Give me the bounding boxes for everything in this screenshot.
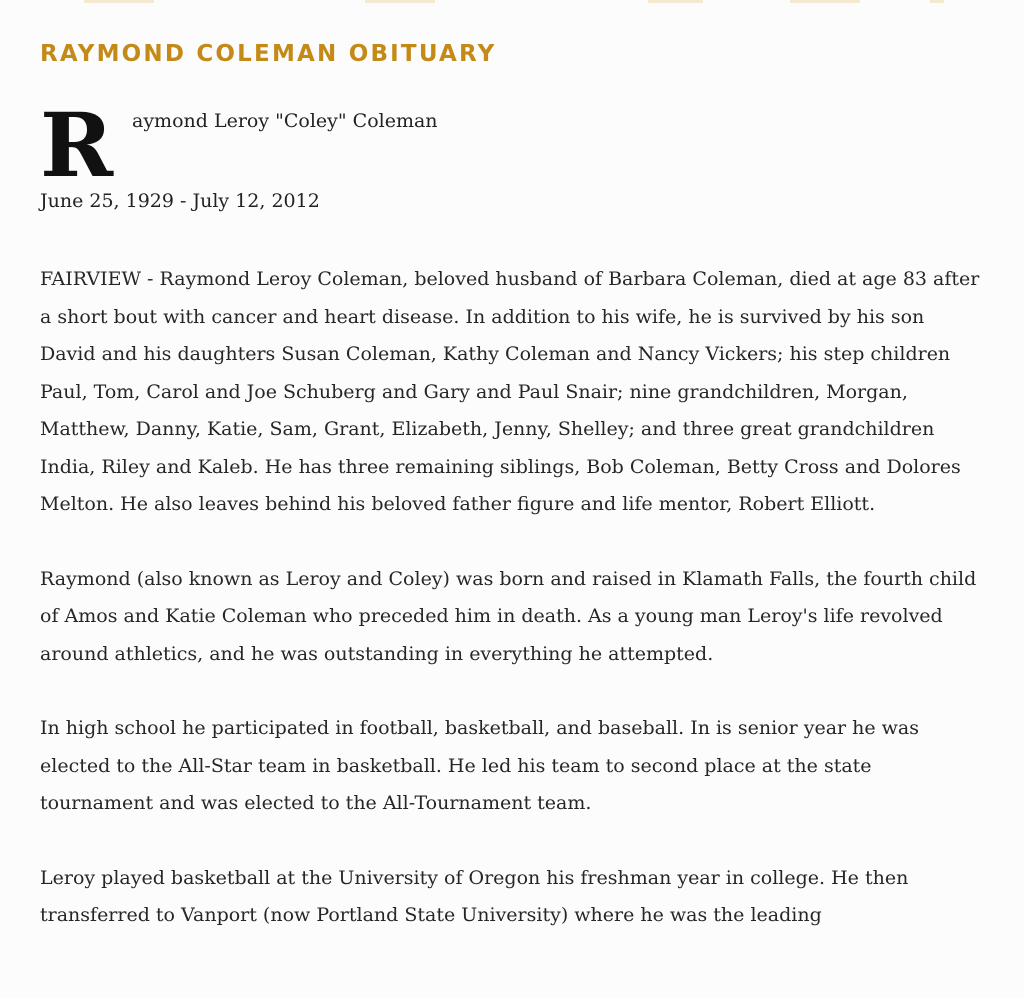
full-name-text: aymond Leroy "Coley" Coleman: [132, 110, 438, 132]
name-heading: [40, 93, 990, 197]
top-edge-marks: [0, 0, 1024, 4]
page-title: RAYMOND COLEMAN OBITUARY: [40, 41, 497, 67]
top-edge-mark: [930, 0, 944, 3]
top-edge-mark: [648, 0, 703, 3]
paragraph-high-school: In high school he participated in football, basketball, and baseball. In is senior year he was elected to the All-Star team in basketball. He led his team to second place at the state tournament and was elected to the All-Tournament team.: [40, 717, 920, 814]
paragraph-early-life: Raymond (also known as Leroy and Coley) was born and raised in Klamath Falls, the fourth child of Amos and Katie Coleman who preceded him in death. As a young man Leroy's life revolved around athletics, and he was outstanding in everything he attempted.: [40, 567, 977, 665]
paragraph-survivors: FAIRVIEW - Raymond Leroy Coleman, beloved husband of Barbara Coleman, died at age 83 after a short bout with cancer and heart disease. In addition to his wife, he is survived by his son David and his daughters Susan Coleman, Kathy Coleman and Nancy Vickers; his step children Paul, Tom, Carol and Joe Schuberg and Gary and Paul Snair; nine grandchildren, Morgan, Matthew, Danny, Katie, Sam, Grant, Elizabeth, Jenny, Shelley; and three great grandchildren India, Riley and Kaleb. He has three remaining siblings, Bob Coleman, Betty Cross and Dolores Melton. He also leaves behind his beloved father figure and life mentor, Robert Elliott.: [40, 268, 980, 515]
top-edge-mark: [84, 0, 154, 3]
top-edge-mark: [790, 0, 860, 3]
paragraph-college: Leroy played basketball at the University of Oregon his freshman year in college. He then transferred to Vanport (now Portland State University) where he was the leading: [40, 866, 909, 926]
obituary-page: [40, 38, 990, 935]
drop-cap-letter: R: [40, 93, 114, 197]
top-edge-mark: [365, 0, 435, 3]
life-dates: June 25, 1929 - July 12, 2012: [40, 190, 320, 212]
